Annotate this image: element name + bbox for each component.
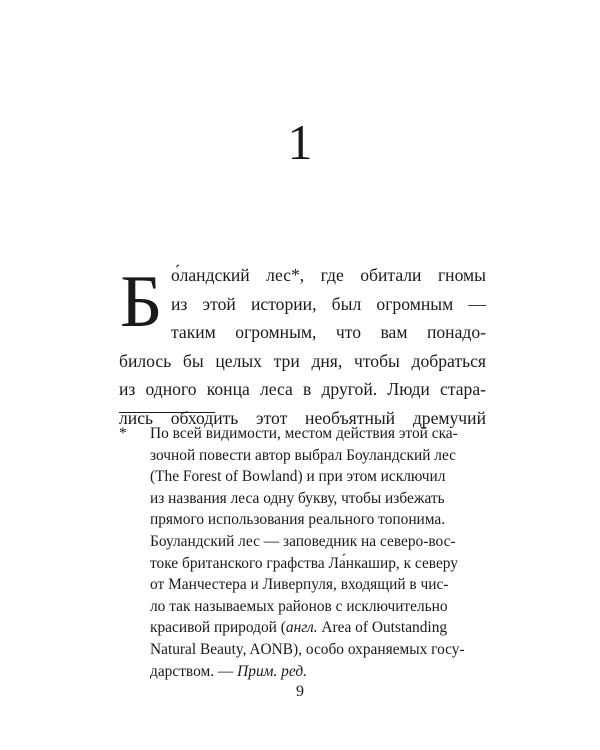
drop-cap: Б xyxy=(120,261,163,343)
footnote-line: Боуландский лес — заповедник на северо-вос- xyxy=(150,532,456,550)
text-line: о́ландский лес*, где обитали гномы xyxy=(171,265,486,285)
chapter-number: 1 xyxy=(287,114,313,170)
footnote-abbrev: англ. xyxy=(285,619,318,637)
footnote-line: токе британского графства Ла́нкашир, к северу xyxy=(150,554,458,572)
footnote-line: прямого использования реального топонима. xyxy=(150,511,446,529)
footnote xyxy=(119,423,486,682)
body-paragraph xyxy=(119,261,486,432)
page-number: 9 xyxy=(296,683,304,700)
text-line: из этой истории, был огромным — xyxy=(171,293,486,314)
footnote-divider xyxy=(119,412,215,413)
footnote-line: зочной повести автор выбрал Боуландский лес xyxy=(150,446,457,464)
footnote-line xyxy=(119,423,486,445)
footnote-line xyxy=(119,617,486,639)
footnote-line xyxy=(119,661,486,683)
footnote-text: По всей видимости, местом действия этой ска- xyxy=(150,425,458,442)
footnote-line: из названия леса одну букву, чтобы избежать xyxy=(150,489,445,507)
footnote-text: дарством. — xyxy=(150,662,238,680)
footnote-line: (The Forest of Bowland) и при этом исключил xyxy=(150,468,446,486)
text-line: билось бы целых три дня, чтобы добраться xyxy=(119,350,486,371)
text-line: таким огромным, что вам понадо- xyxy=(171,322,486,342)
footnote-text: Area of Outstanding xyxy=(317,619,448,637)
text-line: лись обходить этот необъятный дремучий xyxy=(119,407,486,428)
editor-note: Прим. ред. xyxy=(237,662,307,680)
footnote-line: ло так называемых районов с исключительно xyxy=(150,597,448,615)
footnote-mark: * xyxy=(119,425,127,442)
footnote-text: красивой природой ( xyxy=(150,619,286,637)
text-line: из одного конца леса в другой. Люди стара- xyxy=(119,379,486,399)
footnote-line: Natural Beauty, AONB), особо охраняемых госу- xyxy=(150,640,465,658)
footnote-line: от Манчестера и Ливерпуля, входящий в чис- xyxy=(150,576,449,594)
